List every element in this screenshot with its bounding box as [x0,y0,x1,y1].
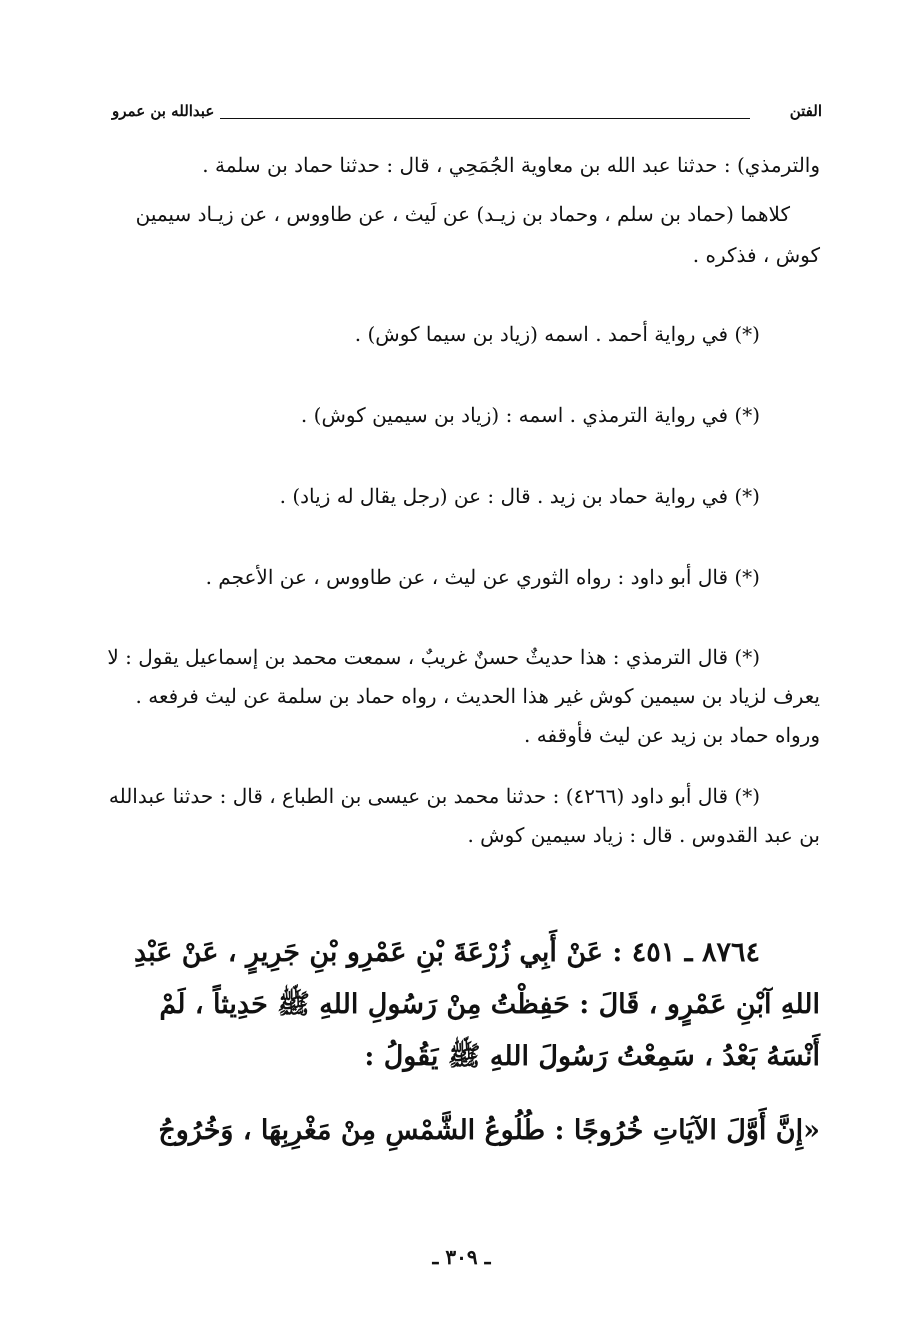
hadith-isnad: ٨٧٦٤ ـ ٤٥١ : عَنْ أَبِي زُرْعَةَ بْنِ عَمْرِو بْنِ جَرِيرٍ ، عَنْ عَبْدِ اللهِ آبْنِ عَمْرٍو ، قَالَ : حَفِظْتُ مِنْ رَسُولِ اللهِ ﷺ حَدِيثاً ، لَمْ أَنْسَهُ بَعْدُ ، سَمِعْتُ رَسُولَ اللهِ ﷺ يَقُولُ : [133,937,820,1072]
page-number: ـ ٣٠٩ ـ [432,1245,491,1269]
chapter-title: الفتن [789,102,822,120]
narrator-title: عبدالله بن عمرو [112,102,215,120]
footnote: (*) في رواية حماد بن زيد . قال : عن (رجل يقال له زياد) . [279,484,760,508]
hadith-matn: «إِنَّ أَوَّلَ الآيَاتِ خُرُوجًا : طُلُوعُ الشَّمْسِ مِنْ مَغْرِبِهَا ، وَخُرُوجُ [158,1115,820,1146]
footnote: (*) في رواية أحمد . اسمه (زياد بن سيما كوش) . [354,322,760,346]
main-text [105,145,820,1157]
running-header [112,98,822,128]
footnote: (*) قال أبو داود : رواه الثوري عن ليث ، عن طاووس ، عن الأعجم . [205,565,760,589]
header-rule [220,118,750,119]
hadith-block [105,927,820,1157]
footnote: (*) قال الترمذي : هذا حديثٌ حسنٌ غريبٌ ، سمعت محمد بن إسماعيل يقول : لا يعرف لزياد بن سيمين كوش غير هذا الحديث ، رواه حماد بن سلمة عن ليث فرفعه . ورواه حماد بن زيد عن ليث فأوقفه . [107,645,820,747]
footnote: (*) في رواية الترمذي . اسمه : (زياد بن سيمين كوش) . [300,403,760,427]
paragraph: كلاهما (حماد بن سلم ، وحماد بن زيـد) عن لَيث ، عن طاووس ، عن زيـاد سيمين كوش ، فذكره . [135,202,820,267]
footnote: (*) قال أبو داود (٤٢٦٦) : حدثنا محمد بن عيسى بن الطباع ، قال : حدثنا عبدالله بن عبد القدوس . قال : زياد سيمين كوش . [108,784,820,847]
paragraph: والترمذي) : حدثنا عبد الله بن معاوية الجُمَحِي ، قال : حدثنا حماد بن سلمة . [202,153,820,177]
